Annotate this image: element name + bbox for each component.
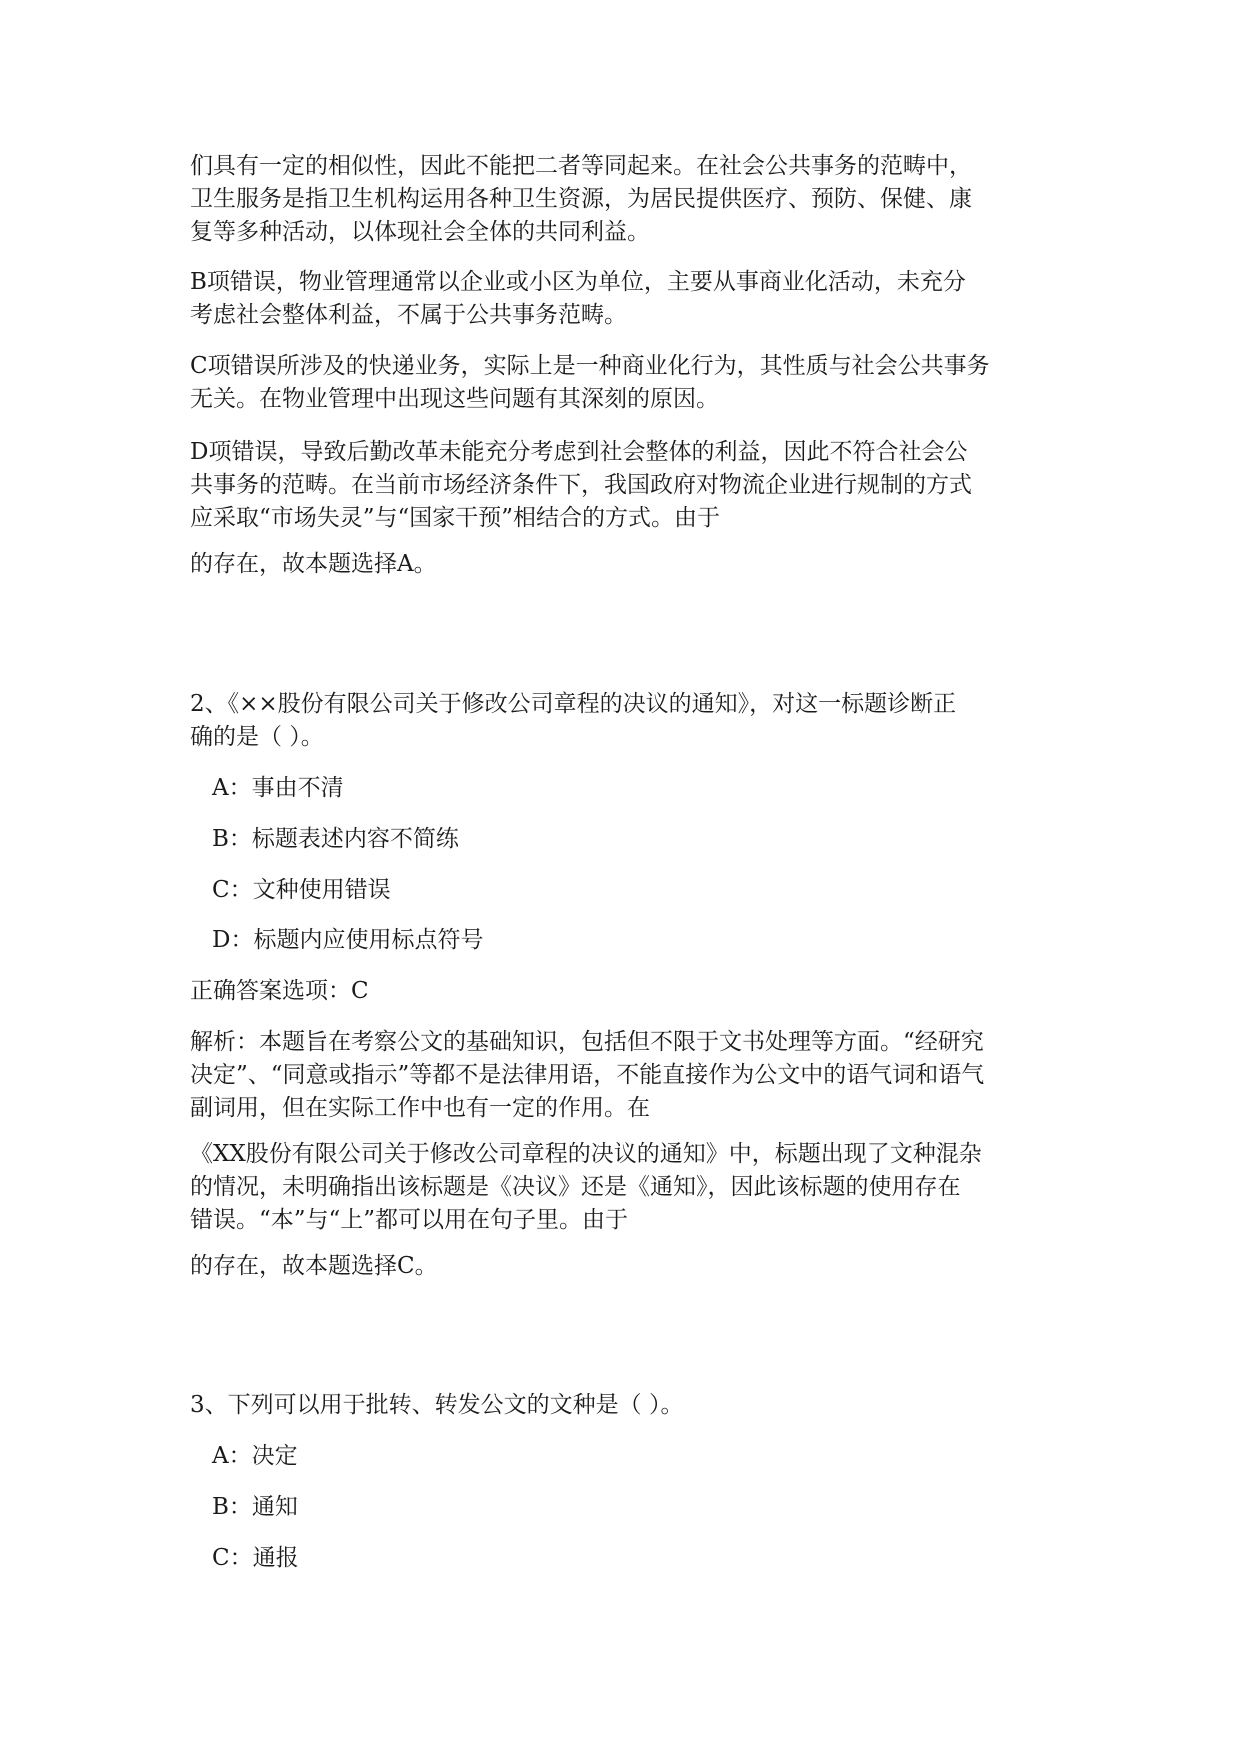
question-2-stem bbox=[190, 688, 1070, 754]
explanation-paragraph bbox=[190, 150, 1070, 249]
question-2-analysis bbox=[190, 1026, 1070, 1125]
text-line: 2、《××股份有限公司关于修改公司章程的决议的通知》，对这一标题诊断正 bbox=[190, 691, 957, 717]
text-line: 共事务的范畴。在当前市场经济条件下，我国政府对物流企业进行规制的方式 bbox=[190, 472, 972, 498]
question-2-answer: 正确答案选项：C bbox=[190, 978, 369, 1004]
text-line: 卫生服务是指卫生机构运用各种卫生资源，为居民提供医疗、预防、保健、康 bbox=[190, 186, 972, 212]
question-3-option-c: C：通报 bbox=[212, 1545, 299, 1571]
question-2-conclusion: 的存在，故本题选择C。 bbox=[190, 1253, 438, 1279]
text-line: 应采取“市场失灵”与“国家干预”相结合的方式。由于 bbox=[190, 505, 721, 531]
text-line: 《XX股份有限公司关于修改公司章程的决议的通知》中，标题出现了文种混杂 bbox=[190, 1141, 982, 1167]
text-line: D项错误，导致后勤改革未能充分考虑到社会整体的利益，因此不符合社会公 bbox=[190, 439, 968, 465]
question-2-option-b: B：标题表述内容不简练 bbox=[212, 826, 459, 852]
text-line: 的情况，未明确指出该标题是《决议》还是《通知》，因此该标题的使用存在 bbox=[190, 1174, 961, 1200]
text-line: B项错误，物业管理通常以企业或小区为单位，主要从事商业化活动，未充分 bbox=[190, 269, 966, 295]
text-line: 们具有一定的相似性，因此不能把二者等同起来。在社会公共事务的范畴中， bbox=[190, 153, 972, 179]
question-3-stem: 3、下列可以用于批转、转发公文的文种是（ ）。 bbox=[190, 1392, 684, 1418]
option-d-explanation bbox=[190, 436, 1070, 535]
question-3-option-a: A：决定 bbox=[212, 1443, 298, 1469]
question-2-option-a: A：事由不清 bbox=[212, 775, 344, 801]
text-line: 考虑社会整体利益，不属于公共事务范畴。 bbox=[190, 302, 627, 328]
option-c-explanation bbox=[190, 350, 1070, 416]
text-line: 解析：本题旨在考察公文的基础知识，包括但不限于文书处理等方面。“经研究 bbox=[190, 1029, 984, 1055]
question-3-option-b: B：通知 bbox=[212, 1494, 298, 1520]
text-line: 确的是（ ）。 bbox=[190, 724, 324, 750]
question-2-option-c: C：文种使用错误 bbox=[212, 877, 391, 903]
text-line: 副词用，但在实际工作中也有一定的作用。在 bbox=[190, 1095, 650, 1121]
question-2-option-d: D：标题内应使用标点符号 bbox=[212, 927, 484, 953]
text-line: 无关。在物业管理中出现这些问题有其深刻的原因。 bbox=[190, 386, 719, 412]
text-line: 复等多种活动，以体现社会全体的共同利益。 bbox=[190, 219, 650, 245]
text-line: 决定”、“同意或指示”等都不是法律用语，不能直接作为公文中的语气词和语气 bbox=[190, 1062, 985, 1088]
text-line: 错误。“本”与“上”都可以用在句子里。由于 bbox=[190, 1207, 629, 1233]
conclusion-text: 的存在，故本题选择A。 bbox=[190, 551, 437, 577]
question-2-analysis-continued bbox=[190, 1138, 1070, 1237]
option-b-explanation bbox=[190, 266, 1070, 332]
text-line: C项错误所涉及的快递业务，实际上是一种商业化行为，其性质与社会公共事务 bbox=[190, 353, 990, 379]
